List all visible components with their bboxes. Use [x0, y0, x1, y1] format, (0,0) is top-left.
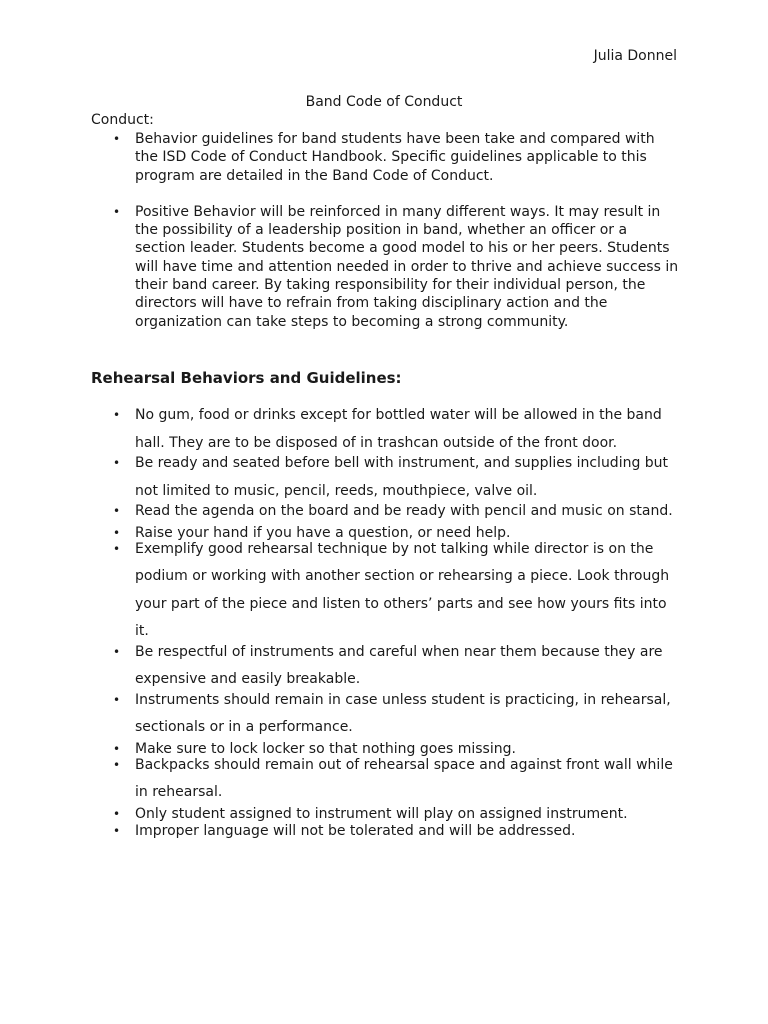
list-item — [0, 203, 768, 331]
rehearsal-list — [0, 402, 768, 841]
list-item-text: Raise your hand if you have a question, or need help. — [135, 524, 511, 541]
list-item-text: Instruments should remain in case unless student is practicing, in rehearsal, sectionals or in a performance. — [135, 691, 671, 735]
bullet-icon: • — [113, 456, 121, 470]
list-item-text: Be respectful of instruments and careful when near them because they are expensive and easily breakable. — [135, 643, 663, 687]
list-item — [0, 536, 768, 646]
list-item — [0, 821, 768, 841]
bullet-icon: • — [113, 408, 121, 422]
document-title: Band Code of Conduct — [305, 94, 463, 110]
list-item — [0, 498, 768, 526]
conduct-label: Conduct: — [91, 112, 154, 128]
list-item — [0, 687, 768, 742]
list-item-text: Behavior guidelines for band students have been take and compared with the ISD Code of Conduct Handbook. Specific guidelines applicable to this program are detailed in the Band Code of Conduct. — [135, 131, 655, 184]
list-item-text: Backpacks should remain out of rehearsal space and against front wall while in rehearsal. — [135, 756, 673, 800]
list-item-text: Be ready and seated before bell with instrument, and supplies including but not limited to music, pencil, reeds, mouthpiece, valve oil. — [135, 455, 669, 499]
list-item-text: Exemplify good rehearsal technique by not talking while director is on the podium or working with another section or rehearsing a piece. Look through your part of the piece and listen to others’ parts and see how yours fits into it. — [135, 540, 670, 639]
list-item-text: No gum, food or drinks except for bottled water will be allowed in the band hall. They are to be disposed of in trashcan outside of the front door. — [135, 407, 662, 451]
bullet-icon: • — [113, 132, 121, 146]
list-item — [0, 639, 768, 694]
list-item — [0, 450, 768, 505]
author-name: Julia Donnel — [593, 48, 677, 64]
rehearsal-heading: Rehearsal Behaviors and Guidelines: — [91, 369, 402, 387]
list-item — [0, 752, 768, 807]
bullet-icon: • — [113, 204, 121, 219]
list-item — [0, 402, 768, 457]
list-item-text: Positive Behavior will be reinforced in many different ways. It may result in the possibility of a leadership position in band, whether an officer or a section leader. Students become a good model to his or her peers. Students will have time and attention needed in order to thrive and achieve success in their band career. By taking responsibility for their individual person, the directors will have to refrain from taking disciplinary action and the organization can take steps to becoming a strong community. — [135, 203, 679, 330]
list-item-text: Only student assigned to instrument will play on assigned instrument. — [135, 805, 628, 822]
bullet-icon: • — [113, 741, 121, 756]
bullet-icon: • — [113, 692, 121, 707]
bullet-icon: • — [113, 504, 121, 518]
list-item — [0, 130, 768, 185]
bullet-icon: • — [113, 806, 121, 821]
bullet-icon: • — [113, 541, 121, 556]
list-item-text: Improper language will not be tolerated and will be addressed. — [135, 822, 576, 839]
bullet-icon: • — [113, 525, 121, 540]
bullet-icon: • — [113, 823, 121, 838]
bullet-icon: • — [113, 757, 121, 772]
list-item-text: Read the agenda on the board and be ready with pencil and music on stand. — [135, 503, 673, 519]
bullet-icon: • — [113, 644, 121, 659]
list-item-text: Make sure to lock locker so that nothing goes missing. — [135, 740, 516, 757]
conduct-list — [0, 130, 768, 331]
